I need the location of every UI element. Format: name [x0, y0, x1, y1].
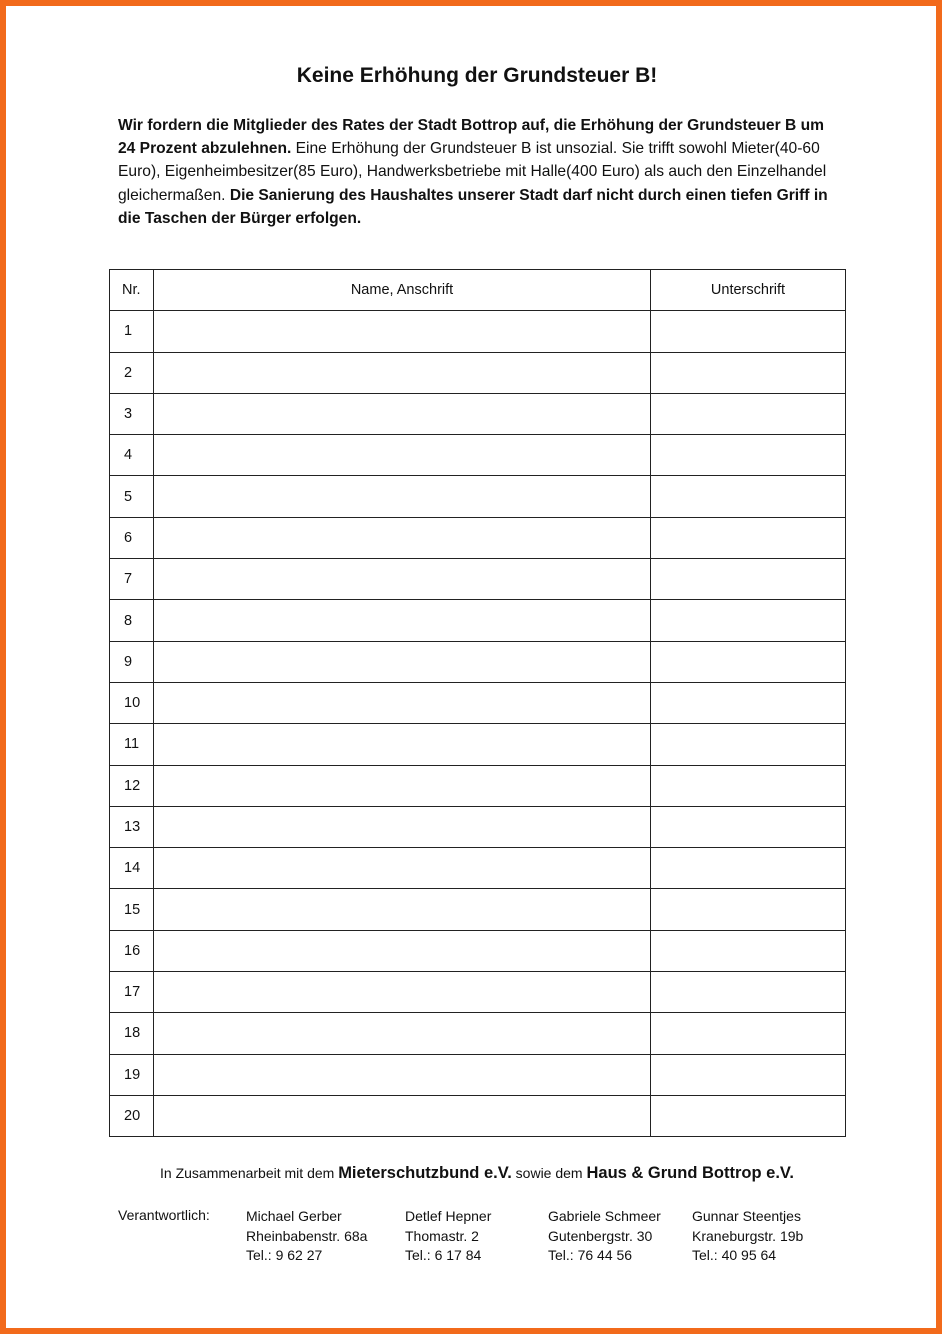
- signature-cell[interactable]: [651, 1013, 846, 1054]
- name-address-cell[interactable]: [154, 930, 651, 971]
- name-address-cell[interactable]: [154, 476, 651, 517]
- row-number: 2: [110, 352, 154, 393]
- name-address-cell[interactable]: [154, 559, 651, 600]
- table-row: [110, 1013, 846, 1054]
- person-phone: Tel.: 9 62 27: [246, 1247, 323, 1263]
- signature-table: [109, 269, 846, 1137]
- responsible-person: [692, 1207, 803, 1266]
- name-address-cell[interactable]: [154, 517, 651, 558]
- responsible-person: [405, 1207, 491, 1266]
- coop-org-haus-grund: Haus & Grund Bottrop e.V.: [586, 1164, 794, 1182]
- signature-cell[interactable]: [651, 1095, 846, 1136]
- table-row: [110, 724, 846, 765]
- signature-cell[interactable]: [651, 1054, 846, 1095]
- coop-middle: sowie dem: [511, 1165, 587, 1181]
- signature-cell[interactable]: [651, 765, 846, 806]
- row-number: 10: [110, 682, 154, 723]
- intro-reasoning: Eine Erhöhung der Grundsteuer B ist unsozial. Sie trifft sowohl Mieter(40-60 Euro), Eigenheimbesitzer(85 Euro), Handwerksbetriebe mit Halle(400 Euro) als auch den Einzelhandel gleichermaßen.: [118, 140, 827, 204]
- person-name: Detlef Hepner: [405, 1208, 492, 1224]
- person-street: Gutenbergstr. 30: [548, 1227, 653, 1244]
- signature-cell[interactable]: [651, 311, 846, 352]
- name-address-cell[interactable]: [154, 1013, 651, 1054]
- row-number: 3: [110, 393, 154, 434]
- table-row: [110, 972, 846, 1013]
- signature-cell[interactable]: [651, 517, 846, 558]
- row-number: 16: [110, 930, 154, 971]
- table-row: [110, 600, 846, 641]
- row-number: 12: [110, 765, 154, 806]
- signature-cell[interactable]: [651, 476, 846, 517]
- coop-prefix: In Zusammenarbeit mit dem: [160, 1165, 339, 1181]
- table-row: [110, 476, 846, 517]
- person-name: Gunnar Steentjes: [692, 1208, 801, 1224]
- name-address-cell[interactable]: [154, 972, 651, 1013]
- table-row: [110, 641, 846, 682]
- responsible-person: [246, 1207, 367, 1266]
- signature-cell[interactable]: [651, 559, 846, 600]
- table-row: [110, 435, 846, 476]
- intro-conclusion: Die Sanierung des Haushaltes unserer Stadt darf nicht durch einen tiefen Griff in die Taschen der Bürger erfolgen.: [118, 186, 828, 227]
- table-row: [110, 393, 846, 434]
- page-title: Keine Erhöhung der Grundsteuer B!: [296, 64, 658, 87]
- row-number: 15: [110, 889, 154, 930]
- signature-cell[interactable]: [651, 435, 846, 476]
- row-number: 11: [110, 724, 154, 765]
- name-address-cell[interactable]: [154, 682, 651, 723]
- table-row: [110, 1054, 846, 1095]
- table-row: [110, 806, 846, 847]
- name-address-cell[interactable]: [154, 641, 651, 682]
- signature-cell[interactable]: [651, 930, 846, 971]
- person-phone: Tel.: 76 44 56: [548, 1247, 633, 1263]
- signature-cell[interactable]: [651, 972, 846, 1013]
- name-address-cell[interactable]: [154, 765, 651, 806]
- signature-cell[interactable]: [651, 600, 846, 641]
- name-address-cell[interactable]: [154, 724, 651, 765]
- name-address-cell[interactable]: [154, 848, 651, 889]
- name-address-cell[interactable]: [154, 435, 651, 476]
- signature-cell[interactable]: [651, 352, 846, 393]
- name-address-cell[interactable]: [154, 311, 651, 352]
- person-phone: Tel.: 6 17 84: [405, 1247, 482, 1263]
- table-row: [110, 559, 846, 600]
- row-number: 19: [110, 1054, 154, 1095]
- row-number: 20: [110, 1095, 154, 1136]
- cooperation-line: [6, 1164, 942, 1183]
- signature-cell[interactable]: [651, 641, 846, 682]
- signature-cell[interactable]: [651, 889, 846, 930]
- row-number: 13: [110, 806, 154, 847]
- row-number: 7: [110, 559, 154, 600]
- name-address-cell[interactable]: [154, 1095, 651, 1136]
- name-address-cell[interactable]: [154, 889, 651, 930]
- row-number: 18: [110, 1013, 154, 1054]
- column-header-nr: Nr.: [110, 270, 154, 311]
- signature-cell[interactable]: [651, 393, 846, 434]
- table-row: [110, 848, 846, 889]
- table-row: [110, 1095, 846, 1136]
- column-header-signature: Unterschrift: [651, 270, 846, 311]
- signature-cell[interactable]: [651, 848, 846, 889]
- row-number: 6: [110, 517, 154, 558]
- signature-cell[interactable]: [651, 724, 846, 765]
- person-street: Kraneburgstr. 19b: [692, 1227, 804, 1244]
- name-address-cell[interactable]: [154, 393, 651, 434]
- responsible-person: [548, 1207, 661, 1266]
- responsible-label: Verantwortlich:: [118, 1207, 210, 1223]
- table-row: [110, 311, 846, 352]
- table-row: [110, 765, 846, 806]
- intro-demand: Wir fordern die Mitglieder des Rates der Stadt Bottrop auf, die Erhöhung der Grundsteuer B um 24 Prozent abzulehnen.: [118, 117, 824, 158]
- row-number: 14: [110, 848, 154, 889]
- signature-cell[interactable]: [651, 806, 846, 847]
- person-street: Rheinbabenstr. 68a: [246, 1227, 368, 1244]
- name-address-cell[interactable]: [154, 600, 651, 641]
- person-phone: Tel.: 40 95 64: [692, 1247, 777, 1263]
- person-street: Thomastr. 2: [405, 1227, 479, 1244]
- intro-paragraph: [118, 114, 838, 230]
- table-row: [110, 517, 846, 558]
- row-number: 4: [110, 435, 154, 476]
- coop-org-mieterschutzbund: Mieterschutzbund e.V.: [338, 1164, 512, 1182]
- row-number: 5: [110, 476, 154, 517]
- name-address-cell[interactable]: [154, 806, 651, 847]
- name-address-cell[interactable]: [154, 352, 651, 393]
- row-number: 8: [110, 600, 154, 641]
- row-number: 1: [110, 311, 154, 352]
- table-row: [110, 352, 846, 393]
- column-header-name-address: Name, Anschrift: [154, 270, 651, 311]
- row-number: 9: [110, 641, 154, 682]
- person-name: Gabriele Schmeer: [548, 1208, 661, 1224]
- person-name: Michael Gerber: [246, 1208, 342, 1224]
- table-row: [110, 930, 846, 971]
- name-address-cell[interactable]: [154, 1054, 651, 1095]
- table-row: [110, 682, 846, 723]
- signature-cell[interactable]: [651, 682, 846, 723]
- row-number: 17: [110, 972, 154, 1013]
- table-header-row: [110, 270, 846, 311]
- table-row: [110, 889, 846, 930]
